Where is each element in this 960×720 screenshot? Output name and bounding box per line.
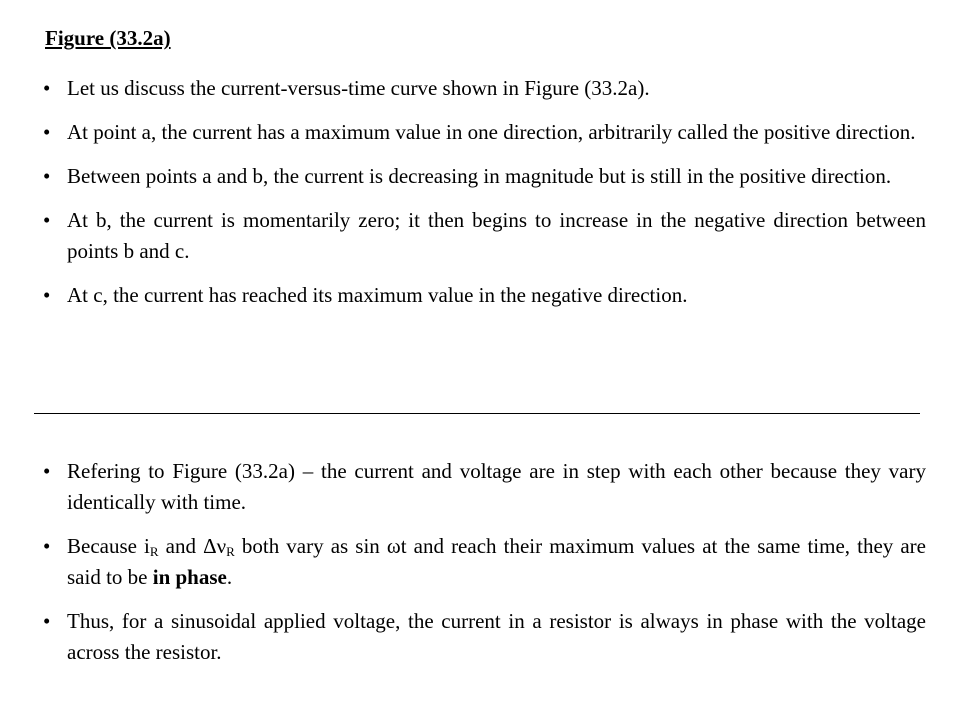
text-segment: and Δν [158, 534, 227, 558]
emphasis-in-phase: in phase [152, 565, 227, 589]
bullet-list-top [0, 73, 960, 324]
bullet-item: • Thus, for a sinusoidal applied voltage, the current in a resistor is always in phase with the voltage across the resistor. [0, 606, 960, 668]
text-segment: Because i [67, 534, 150, 558]
text-segment: . [226, 565, 233, 589]
bullet-item: • At c, the current has reached its maximum value in the negative direction. [0, 280, 960, 311]
figure-title: Figure (33.2a) [45, 26, 171, 50]
bullet-item: • Between points a and b, the current is decreasing in magnitude but is still in the positive direction. [0, 161, 960, 192]
subscript: R [149, 544, 159, 559]
text-segment: both vary as sin ωt and reach their maximum values at the same time, they are said to be [67, 534, 926, 589]
bullet-item: • Let us discuss the current-versus-time curve shown in Figure (33.2a). [0, 73, 960, 104]
divider-line [34, 413, 920, 414]
bullet-item: • Refering to Figure (33.2a) – the current and voltage are in step with each other because they vary identically with time. [0, 456, 960, 518]
bullet-item: • At point a, the current has a maximum value in one direction, arbitrarily called the positive direction. [0, 117, 960, 148]
bullet-item-in-phase [0, 531, 960, 593]
subscript: R [226, 544, 235, 559]
bullet-list-bottom [0, 456, 960, 681]
bullet-item: • At b, the current is momentarily zero; it then begins to increase in the negative direction between points b and c. [0, 205, 960, 267]
